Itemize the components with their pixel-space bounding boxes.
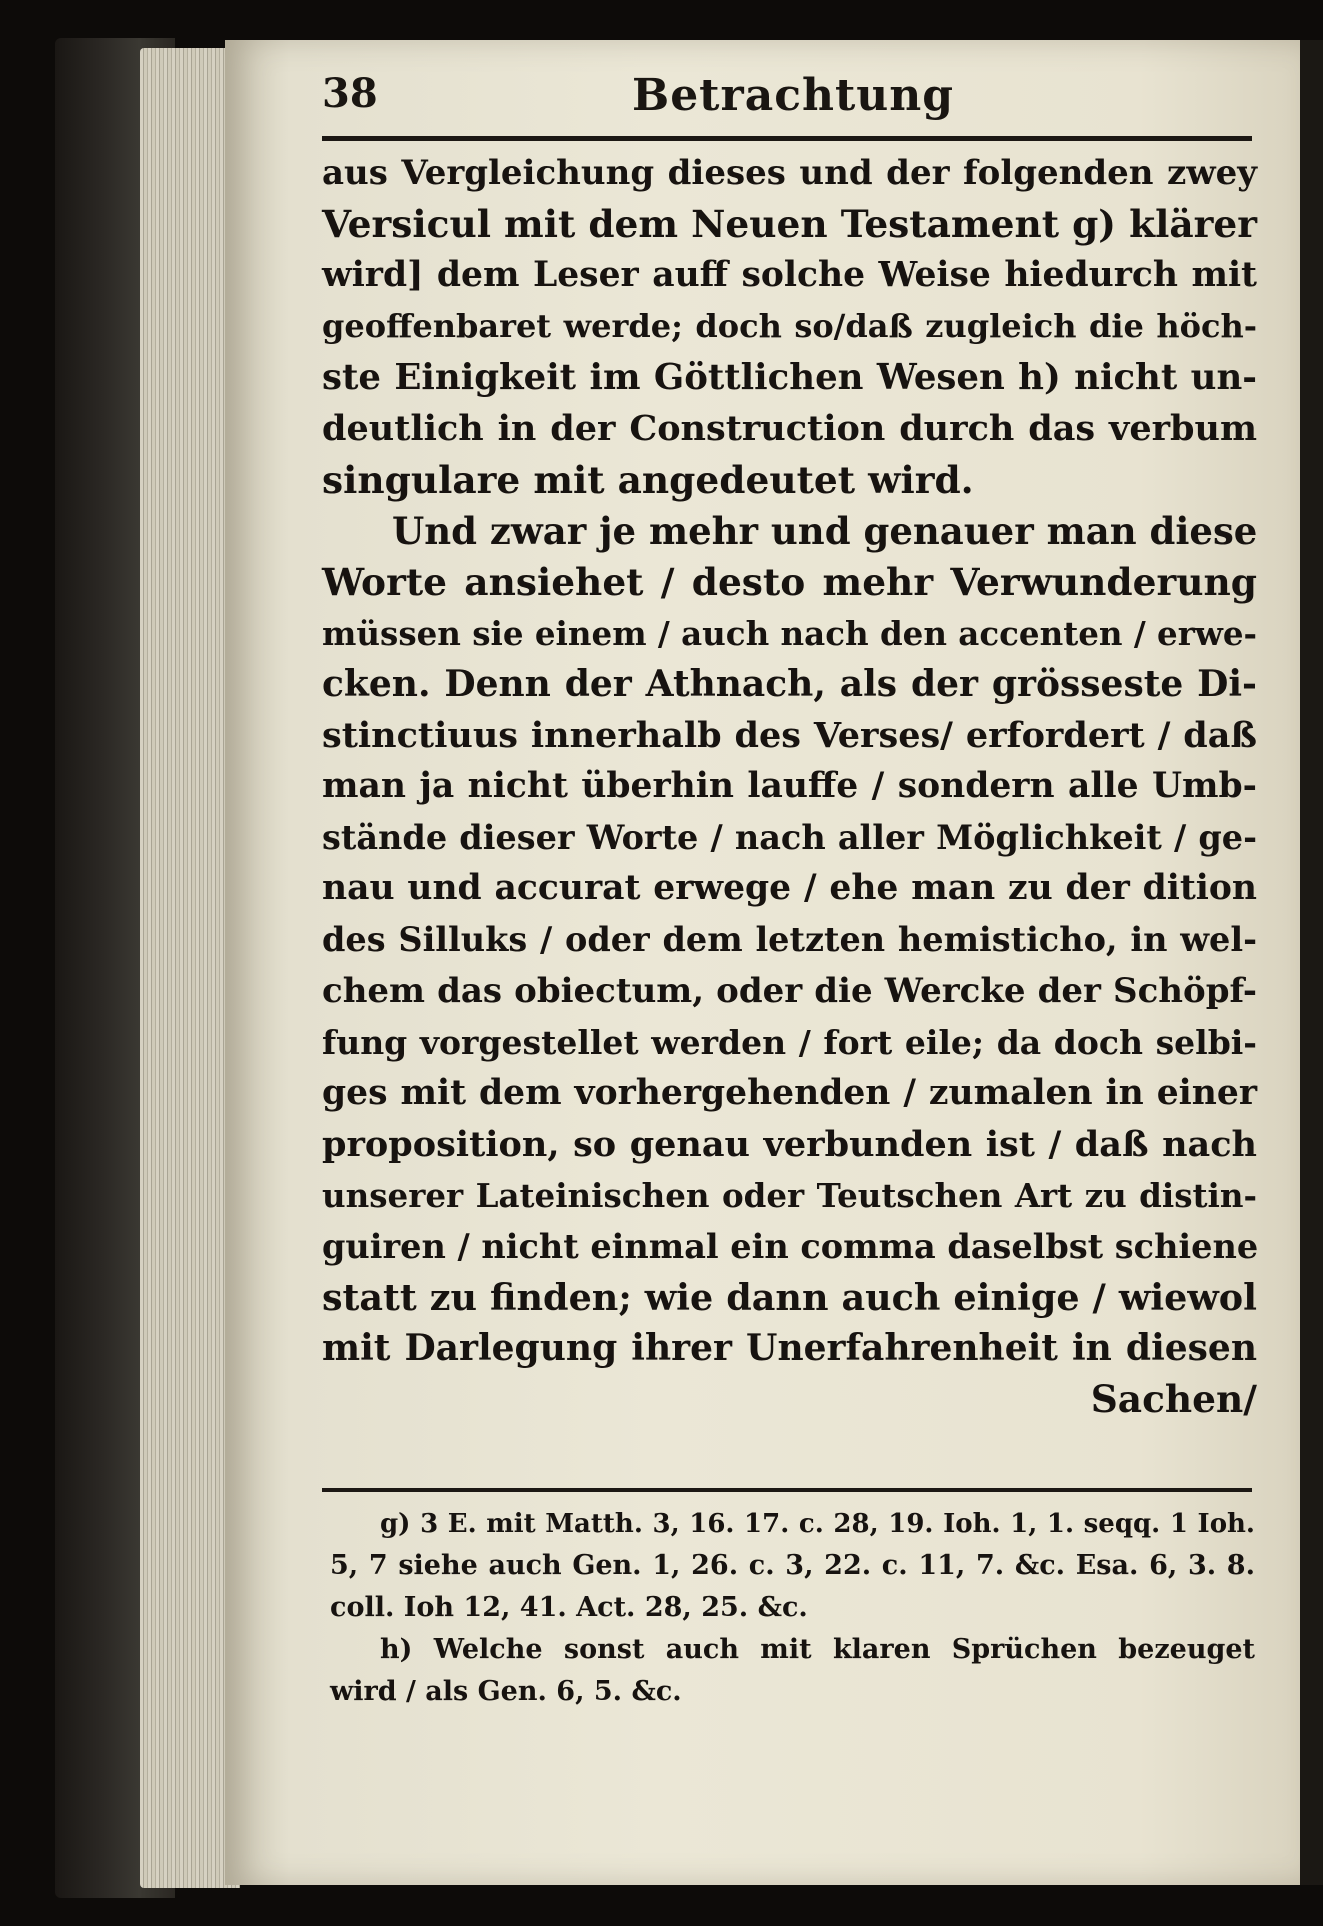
page-number: 38 bbox=[322, 70, 378, 117]
text-line: stände dieser Worte / nach aller Möglichkeit / ge- bbox=[322, 818, 1257, 858]
text-line: statt zu finden; wie dann auch einige / wiewol bbox=[322, 1276, 1257, 1320]
text-line: man ja nicht überhin lauffe / sondern alle Umb- bbox=[322, 766, 1257, 807]
catchword: Sachen/ bbox=[1090, 1377, 1257, 1422]
footnote-line: wird / als Gen. 6, 5. &c. bbox=[330, 1676, 682, 1707]
footnote-line: g) 3 E. mit Matth. 3, 16. 17. c. 28, 19. Ioh. 1, 1. seqq. 1 Ioh. bbox=[380, 1509, 1255, 1539]
footnote-line: 5, 7 siehe auch Gen. 1, 26. c. 3, 22. c. 11, 7. &c. Esa. 6, 3. 8. bbox=[330, 1550, 1255, 1581]
paragraph-start-line: Und zwar je mehr und genauer man diese bbox=[392, 508, 1258, 553]
text-line: Versicul mit dem Neuen Testament g) klärer bbox=[322, 202, 1258, 247]
footnote-line: h) Welche sonst auch mit klaren Sprüchen bezeuget bbox=[380, 1634, 1255, 1665]
text-line: stinctiuus innerhalb des Verses/ erfordert / daß bbox=[322, 715, 1257, 757]
text-line: singulare mit angedeutet wird. bbox=[322, 457, 974, 502]
text-line: mit Darlegung ihrer Unerfahrenheit in diesen bbox=[322, 1327, 1257, 1370]
main-text bbox=[322, 148, 1257, 1425]
text-line: unserer Lateinischen oder Teutschen Art zu distin- bbox=[322, 1175, 1257, 1215]
text-line: müssen sie einem / auch nach den accenten / erwe- bbox=[322, 613, 1257, 653]
text-line: wird] dem Leser auff solche Weise hiedurch mit bbox=[322, 255, 1257, 296]
text-line: guiren / nicht einmal ein comma daselbst schiene bbox=[322, 1226, 1259, 1266]
text-line: nau und accurat erwege / ehe man zu der dition bbox=[322, 868, 1257, 909]
page-header bbox=[322, 70, 1252, 130]
running-title: Betrachtung bbox=[632, 70, 955, 121]
text-line: fung vorgestellet werden / fort eile; da doch selbi- bbox=[322, 1022, 1257, 1062]
text-line: aus Vergleichung dieses und der folgenden zwey bbox=[322, 153, 1257, 193]
text-line: proposition, so genau verbunden ist / daß nach bbox=[322, 1123, 1257, 1165]
text-line: cken. Denn der Athnach, als der grösseste Di- bbox=[322, 662, 1257, 705]
text-line: Worte ansiehet / desto mehr Verwunderung bbox=[322, 559, 1257, 604]
text-line: ges mit dem vorhergehenden / zumalen in einer bbox=[322, 1072, 1257, 1113]
footnote-line: coll. Ioh 12, 41. Act. 28, 25. &c. bbox=[330, 1592, 808, 1623]
footnote-rule bbox=[322, 1488, 1252, 1492]
text-line: ste Einigkeit im Göttlichen Wesen h) nicht un- bbox=[322, 357, 1257, 399]
footnotes bbox=[330, 1503, 1255, 1713]
header-rule bbox=[322, 136, 1252, 141]
text-line: deutlich in der Construction durch das verbum bbox=[322, 408, 1257, 450]
text-line: geoffenbaret werde; doch so/daß zugleich die höch- bbox=[322, 307, 1257, 346]
text-line: des Silluks / oder dem letzten hemisticho, in wel- bbox=[322, 920, 1257, 960]
text-line: chem das obiectum, oder die Wercke der Schöpf- bbox=[322, 970, 1257, 1011]
facing-page-shadow bbox=[1300, 40, 1323, 1885]
